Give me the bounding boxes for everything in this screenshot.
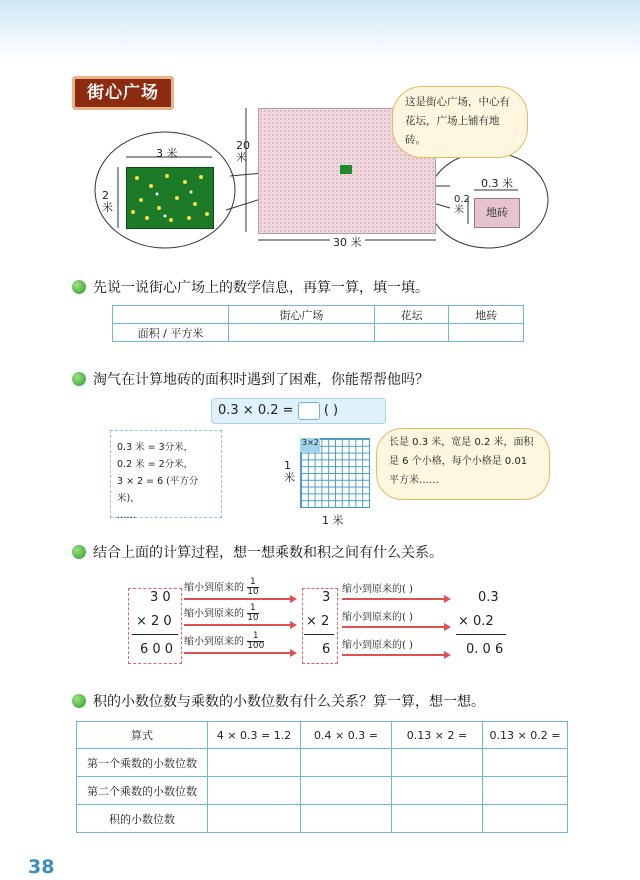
note-line: ……	[117, 510, 136, 521]
tile-width-label: 0.3 米	[481, 177, 513, 190]
table-cell[interactable]	[483, 777, 568, 805]
table-cell[interactable]	[483, 749, 568, 777]
fraction-1	[247, 578, 258, 597]
plaza-bubble-text: 这是街心广场，中心有花坛，广场上铺有地砖。	[405, 96, 510, 146]
grid-speech-bubble	[376, 428, 550, 500]
mid-calc-result: 6	[322, 642, 331, 657]
mid-calc-top: 3	[322, 590, 331, 605]
table-header-expr-3: 0.13 × 2 =	[392, 722, 483, 749]
shrink-label-1	[184, 578, 259, 597]
question-3-text: 结合上面的计算过程，想一想乘数和积之间有什么关系。	[93, 545, 443, 561]
area-table-header-blank	[113, 306, 229, 324]
arrow-5-head-icon	[444, 623, 451, 631]
table-cell[interactable]	[392, 749, 483, 777]
arrow-4-line	[342, 598, 444, 600]
bed-width-label: 3 米	[156, 147, 178, 160]
note-line: 3 × 2 = 6 (平方分米)，	[117, 476, 199, 504]
fraction-num: 1	[250, 577, 256, 587]
shrink-label-3	[184, 632, 264, 651]
arrow-3-head-icon	[290, 649, 297, 657]
shrink-label-2	[184, 604, 259, 623]
mid-calc-rule	[304, 634, 334, 635]
table-row	[77, 805, 568, 833]
flower-bed-image	[126, 167, 214, 229]
plaza-height-label: 20 米	[236, 139, 250, 164]
area-table-header-plaza: 街心广场	[229, 306, 375, 324]
row-label: 第二个乘数的小数位数	[77, 777, 208, 805]
grid-tag: 3×2	[302, 438, 319, 447]
note-line: 0.2 米 = 2分米，	[117, 459, 194, 470]
area-table-cell-tile[interactable]	[449, 324, 524, 342]
right-calc-result: 0. 0 6	[466, 642, 504, 657]
table-cell[interactable]	[301, 749, 392, 777]
decimal-places-table	[76, 721, 568, 833]
area-table-header-bed: 花坛	[374, 306, 449, 324]
table-cell[interactable]	[483, 805, 568, 833]
right-calc-top: 0.3	[478, 590, 499, 605]
arrow-2-line	[184, 624, 290, 626]
arrow-4-head-icon	[444, 595, 451, 603]
table-cell[interactable]	[208, 805, 301, 833]
area-table-header-tile: 地砖	[449, 306, 524, 324]
tile-label: 地砖	[486, 206, 508, 219]
question-4-text: 积的小数位数与乘数的小数位数有什么关系？算一算，想一想。	[93, 694, 485, 710]
question-2-text: 淘气在计算地砖的面积时遇到了困难，你能帮帮他吗？	[93, 372, 429, 388]
table-header-formula: 算式	[77, 722, 208, 749]
table-header-expr-2: 0.4 × 0.3 =	[301, 722, 392, 749]
area-table-cell-bed[interactable]	[374, 324, 449, 342]
flower-bed-marker	[340, 165, 352, 174]
shrink-text: 缩小到原来的	[184, 582, 244, 594]
grid-bottom-label: 1 米	[322, 514, 344, 527]
answer-box[interactable]	[298, 402, 320, 420]
table-cell[interactable]	[208, 749, 301, 777]
table-cell[interactable]	[301, 805, 392, 833]
table-cell[interactable]	[392, 777, 483, 805]
flowers-icon	[127, 168, 213, 228]
fraction-den: 10	[247, 587, 259, 597]
shrink-right-label-2: 缩小到原来的( )	[342, 612, 413, 623]
grid-side-label: 1 米	[284, 459, 295, 484]
left-calc-top: 3 0	[150, 590, 171, 605]
left-calc-result: 6 0 0	[140, 642, 174, 657]
table-cell[interactable]	[392, 805, 483, 833]
left-calc-rule	[132, 634, 178, 635]
right-calc-mid: × 0.2	[458, 614, 494, 629]
area-table-row-label: 面积 / 平方米	[113, 324, 229, 342]
area-table	[112, 305, 524, 342]
table-cell[interactable]	[301, 777, 392, 805]
note-line: 0.3 米 = 3分米，	[117, 442, 194, 453]
question-1-text: 先说一说街心广场上的数学信息，再算一算，填一填。	[93, 280, 429, 296]
question-bullet-icon	[72, 694, 86, 708]
shrink-right-label-3: 缩小到原来的( )	[342, 640, 413, 651]
fraction-num: 1	[252, 631, 259, 641]
arrow-3-line	[184, 652, 290, 654]
row-label: 第一个乘数的小数位数	[77, 749, 208, 777]
fraction-2	[247, 604, 258, 623]
arrow-5-line	[342, 626, 444, 628]
grid-bubble-text: 长是 0.3 米，宽是 0.2 米，面积是 6 个小格，每个小格是 0.01 平方米……	[389, 437, 534, 486]
plaza-width-label: 30 米	[330, 234, 365, 250]
equation-box	[211, 398, 386, 424]
left-calc-mid: × 2 0	[136, 614, 172, 629]
shrink-text: 缩小到原来的	[184, 608, 244, 620]
tile-height-label: 0.2 米	[454, 194, 470, 216]
arrow-1-head-icon	[290, 595, 297, 603]
arrow-6-head-icon	[444, 651, 451, 659]
arrow-6-line	[342, 654, 444, 656]
arrow-1-line	[184, 598, 290, 600]
table-row	[77, 749, 568, 777]
fraction-den: 10	[247, 613, 259, 623]
right-calc-rule	[456, 634, 506, 635]
fraction-3	[247, 632, 264, 651]
equation-expression: 0.3 × 0.2 =	[218, 403, 294, 418]
bed-height-label: 2 米	[102, 189, 113, 214]
mid-calc-mid: × 2	[306, 614, 330, 629]
equation-paren: ( )	[323, 403, 339, 418]
question-bullet-icon	[72, 372, 86, 386]
shrink-right-label-1: 缩小到原来的( )	[342, 584, 413, 595]
table-header-expr-1: 4 × 0.3 = 1.2	[208, 722, 301, 749]
table-row	[77, 777, 568, 805]
arrow-2-head-icon	[290, 621, 297, 629]
fraction-den: 100	[247, 641, 265, 651]
area-table-cell-plaza[interactable]	[229, 324, 375, 342]
page-number: 38	[28, 856, 55, 878]
row-label: 积的小数位数	[77, 805, 208, 833]
equation-text	[218, 399, 338, 423]
question-bullet-icon	[72, 545, 86, 559]
section-title: 街心广场	[87, 83, 159, 103]
conversion-note	[110, 430, 222, 521]
table-header-expr-4: 0.13 × 0.2 =	[483, 722, 568, 749]
question-bullet-icon	[72, 280, 86, 294]
tile-box	[474, 198, 520, 228]
plaza-speech-bubble	[392, 86, 528, 158]
fraction-num: 1	[250, 603, 256, 613]
table-cell[interactable]	[208, 777, 301, 805]
shrink-text: 缩小到原来的	[184, 636, 244, 648]
